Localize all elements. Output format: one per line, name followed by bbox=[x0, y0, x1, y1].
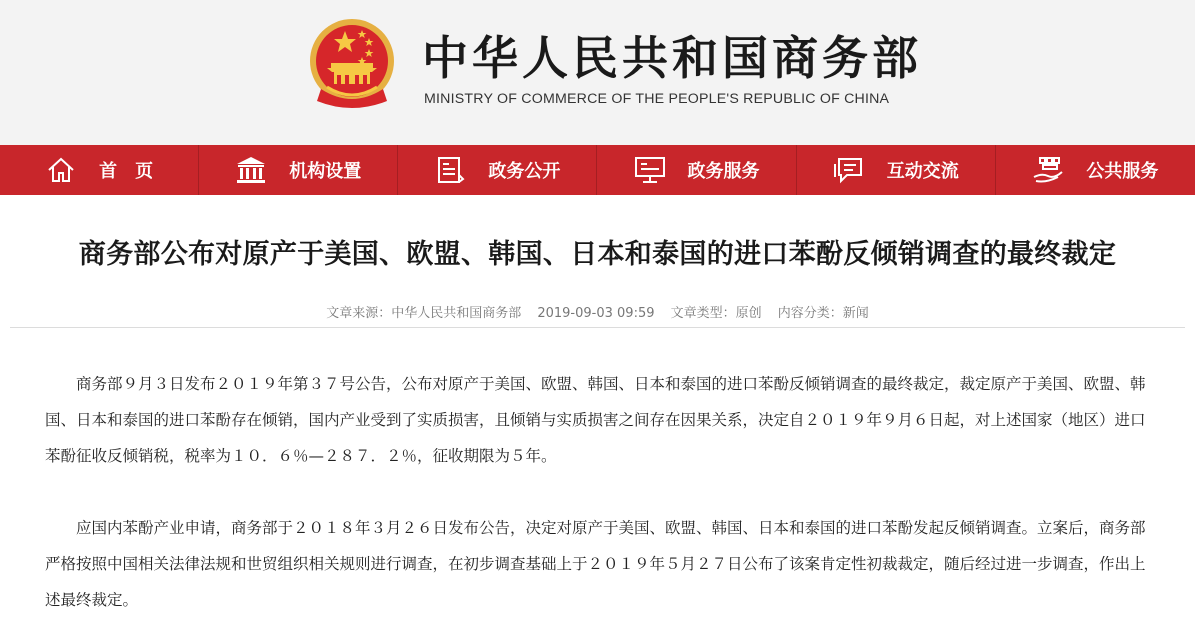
nav-label: 首 页 bbox=[99, 161, 154, 182]
nav-label: 政务公开 bbox=[488, 161, 561, 182]
nav-item-government-affairs[interactable] bbox=[398, 145, 597, 195]
article-paragraph: 应国内苯酚产业申请，商务部于２０１８年３月２６日发布公告，决定对原产于美国、欧盟、韩国、日本和泰国的进口苯酚发起反倾销调查。立案后，商务部严格按照中国相关法律法规和世贸组织相关规则进行调查，在初步调查基础上于２０１９年５月２７日公布了该案肯定性初裁裁定，随后经过进一步调查，作出上述最终裁定。 bbox=[45, 519, 1146, 609]
document-icon bbox=[434, 154, 466, 186]
institution-icon bbox=[235, 154, 267, 186]
article-category: 内容分类：新闻 bbox=[777, 306, 869, 321]
national-emblem-icon[interactable] bbox=[307, 17, 397, 109]
article-datetime: 2019-09-03 09:59 bbox=[537, 306, 655, 321]
nav-label: 互动交流 bbox=[886, 161, 959, 182]
chat-icon bbox=[833, 154, 865, 186]
home-icon bbox=[45, 154, 77, 186]
article-body bbox=[45, 366, 1155, 618]
nav-item-government-service[interactable] bbox=[597, 145, 796, 195]
nav-item-public-service[interactable] bbox=[996, 145, 1195, 195]
nav-label: 机构设置 bbox=[289, 161, 362, 182]
article-source: 文章来源：中华人民共和国商务部 bbox=[326, 306, 522, 321]
article-type: 文章类型：原创 bbox=[670, 306, 762, 321]
site-subtitle: MINISTRY OF COMMERCE OF THE PEOPLE'S REPUBLIC OF CHINA bbox=[424, 91, 890, 107]
nav-label: 政务服务 bbox=[687, 161, 760, 182]
nav-label: 公共服务 bbox=[1086, 161, 1159, 182]
site-title[interactable]: 中华人民共和国商务部 bbox=[422, 31, 922, 85]
site-header bbox=[0, 0, 1195, 145]
article-paragraph: 商务部９月３日发布２０１９年第３７号公告，公布对原产于美国、欧盟、韩国、日本和泰国的进口苯酚反倾销调查的最终裁定，裁定原产于美国、欧盟、韩国、日本和泰国的进口苯酚存在倾销，国内产业受到了实质损害，且倾销与实质损害之间存在因果关系，决定自２０１９年９月６日起，对上述国家（地区）进口苯酚征收反倾销税，税率为１０．６％—２８７．２％，征收期限为５年。 bbox=[45, 375, 1146, 465]
divider bbox=[10, 327, 1185, 328]
main-nav bbox=[0, 145, 1195, 195]
nav-item-interaction[interactable] bbox=[797, 145, 996, 195]
article-meta bbox=[0, 302, 1195, 321]
service-hand-icon bbox=[1032, 154, 1064, 186]
nav-item-institution[interactable] bbox=[199, 145, 398, 195]
nav-item-home[interactable] bbox=[0, 145, 199, 195]
article-title: 商务部公布对原产于美国、欧盟、韩国、日本和泰国的进口苯酚反倾销调查的最终裁定 bbox=[78, 239, 1117, 270]
monitor-icon bbox=[634, 154, 666, 186]
